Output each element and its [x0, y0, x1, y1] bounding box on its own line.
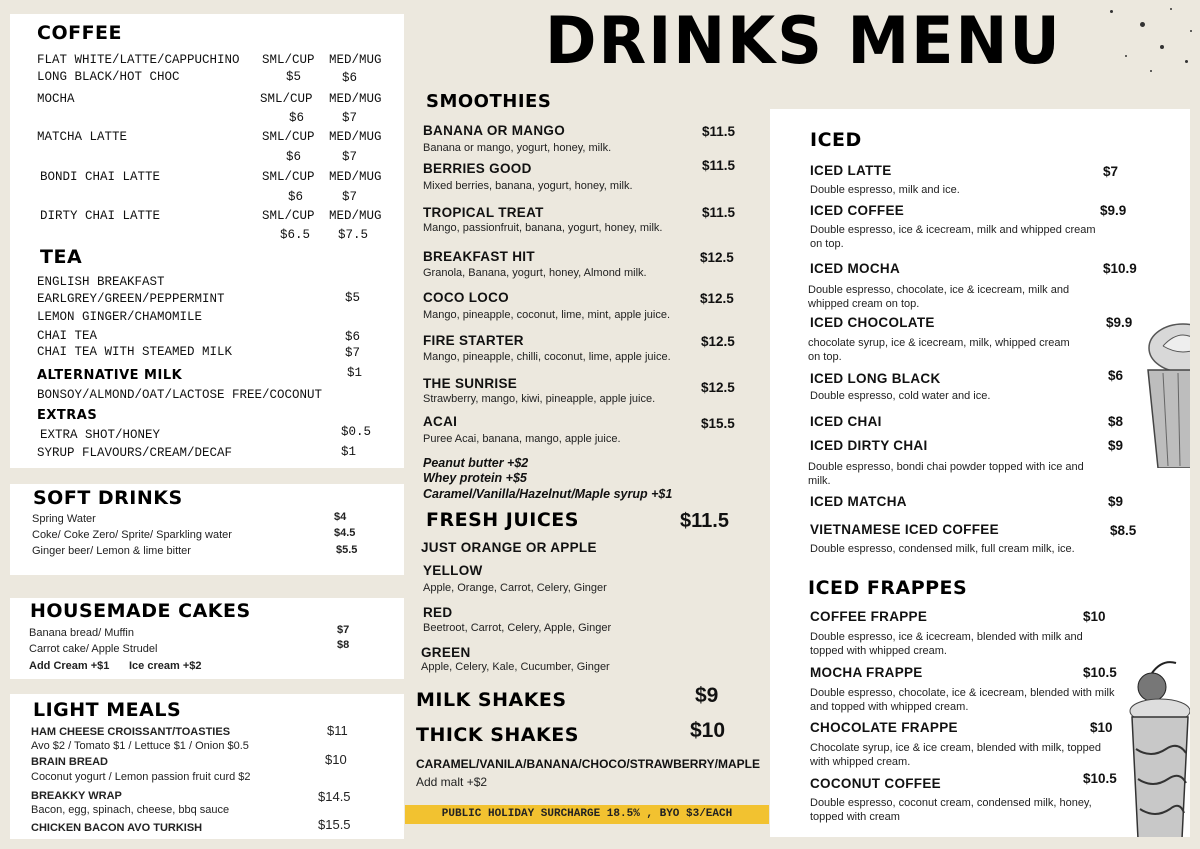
iced-name: ICED CHOCOLATE	[810, 315, 935, 330]
extras-line: SYRUP FLAVOURS/CREAM/DECAF	[37, 446, 233, 460]
tea-line: CHAI TEA WITH STEAMED MILK	[37, 345, 233, 359]
iced-price: $7	[1103, 164, 1119, 179]
frappes-heading: ICED FRAPPES	[808, 577, 968, 599]
meal-name: BREAKKY WRAP	[31, 790, 122, 802]
frappe-name: CHOCOLATE FRAPPE	[810, 720, 958, 735]
juice-name: GREEN	[421, 645, 471, 660]
cupcake-illustration	[1138, 318, 1190, 468]
smoothie-addon: Peanut butter +$2	[423, 456, 529, 470]
cake-price: $8	[337, 639, 350, 651]
smoothie-price: $12.5	[701, 334, 735, 349]
shake-malt: Add malt +$2	[416, 775, 488, 789]
meal-name: BRAIN BREAD	[31, 756, 108, 768]
smoothie-price: $11.5	[702, 205, 736, 220]
sml-price: $6	[286, 150, 302, 164]
frappe-name: COFFEE FRAPPE	[810, 609, 928, 624]
med-header: MED/MUG	[329, 170, 382, 184]
iced-name: ICED DIRTY CHAI	[810, 438, 928, 453]
sml-header: SML/CUP	[262, 209, 315, 223]
smoothie-desc: Mango, pineapple, chilli, coconut, lime, apple juice.	[423, 351, 671, 363]
soft-drink-name: Ginger beer/ Lemon & lime bitter	[32, 545, 191, 557]
sml-header: SML/CUP	[260, 92, 313, 106]
iced-desc: Double espresso, milk and ice.	[810, 184, 960, 196]
juice-desc: Beetroot, Carrot, Celery, Apple, Ginger	[423, 622, 612, 634]
light-meals-panel	[10, 694, 404, 839]
juices-subtitle: JUST ORANGE OR APPLE	[421, 540, 597, 555]
thick-shakes-price: $10	[690, 719, 726, 742]
iced-price: $9.9	[1106, 315, 1133, 330]
cakes-heading: HOUSEMADE CAKES	[30, 600, 251, 622]
frappe-price: $10.5	[1083, 771, 1117, 786]
iced-price: $9	[1108, 494, 1124, 509]
extras-heading: EXTRAS	[37, 408, 98, 423]
soft-drinks-panel	[10, 484, 404, 575]
smoothie-price: $11.5	[702, 124, 736, 139]
iced-name: ICED MATCHA	[810, 494, 907, 509]
smoothie-price: $12.5	[701, 380, 735, 395]
frappe-desc: Chocolate syrup, ice & ice cream, blended with milk, topped with whipped cream.	[810, 742, 1102, 768]
juices-price: $11.5	[680, 510, 729, 532]
soft-drink-price: $5.5	[336, 544, 358, 556]
alt-milk-price: $1	[347, 366, 363, 380]
juice-name: RED	[423, 605, 453, 620]
smoothie-name: ACAI	[423, 414, 458, 429]
surcharge-bar	[405, 805, 769, 824]
med-price: $7	[342, 150, 358, 164]
frappe-name: MOCHA FRAPPE	[810, 665, 923, 680]
juices-heading: FRESH JUICES	[426, 509, 579, 531]
shake-flavours: CARAMEL/VANILA/BANANA/CHOCO/STRAWBERRY/MAPLE	[416, 757, 760, 771]
smoothie-addon: Caramel/Vanilla/Hazelnut/Maple syrup +$1	[423, 487, 673, 501]
milk-shakes-price: $9	[695, 684, 719, 707]
iced-price: $6	[1108, 368, 1124, 383]
iced-desc: Double espresso, condensed milk, full cream milk, ice.	[810, 543, 1075, 555]
frappe-desc: Double espresso, chocolate, ice & icecream, blended with milk and topped with whipped cream.	[810, 687, 1115, 713]
coffee-tea-panel	[10, 14, 404, 468]
iced-panel	[770, 109, 1190, 837]
milk-shakes-heading: MILK SHAKES	[416, 689, 567, 711]
frappe-desc: Double espresso, ice & icecream, blended with milk and topped with whipped cream.	[810, 631, 1083, 657]
cake-name: Banana bread/ Muffin	[29, 627, 134, 639]
cake-price: $7	[337, 624, 350, 636]
smoothie-name: BANANA OR MANGO	[423, 123, 565, 138]
juice-desc: Apple, Celery, Kale, Cucumber, Ginger	[421, 661, 610, 673]
juice-name: YELLOW	[423, 563, 483, 578]
sml-header: SML/CUP	[262, 170, 315, 184]
smoothie-desc: Mango, passionfruit, banana, yogurt, honey, milk.	[423, 222, 663, 234]
sml-header: SML/CUP	[262, 53, 315, 67]
cake-addon: Ice cream +$2	[129, 660, 202, 672]
soft-drink-name: Spring Water	[32, 513, 96, 525]
soft-drink-price: $4	[334, 511, 347, 523]
med-header: MED/MUG	[329, 130, 382, 144]
smoothie-name: BERRIES GOOD	[423, 161, 532, 176]
iced-name: ICED CHAI	[810, 414, 882, 429]
frappe-desc: Double espresso, coconut cream, condensed milk, honey, topped with cream	[810, 797, 1092, 823]
smoothie-desc: Strawberry, mango, kiwi, pineapple, apple juice.	[423, 393, 656, 405]
extras-price: $0.5	[341, 425, 372, 439]
smoothie-price: $12.5	[700, 291, 734, 306]
alt-milk-heading: ALTERNATIVE MILK	[37, 368, 183, 383]
iced-name: ICED LONG BLACK	[810, 371, 941, 386]
iced-desc: Double espresso, cold water and ice.	[810, 390, 991, 402]
iced-desc: Double espresso, bondi chai powder topped with ice and milk.	[808, 461, 1084, 487]
coffee-item-name: DIRTY CHAI LATTE	[40, 209, 161, 223]
coffee-item-name: MOCHA	[37, 92, 75, 106]
smoothie-name: FIRE STARTER	[423, 333, 524, 348]
tea-heading: TEA	[40, 246, 83, 268]
sml-price: $6	[289, 111, 305, 125]
alt-milk-options: BONSOY/ALMOND/OAT/LACTOSE FREE/COCONUT	[37, 388, 323, 402]
meal-price: $14.5	[318, 789, 351, 804]
med-header: MED/MUG	[329, 92, 382, 106]
soft-drinks-heading: SOFT DRINKS	[33, 487, 183, 509]
smoothie-desc: Mixed berries, banana, yogurt, honey, milk.	[423, 180, 633, 192]
juice-desc: Apple, Orange, Carrot, Celery, Ginger	[423, 582, 607, 594]
frappe-price: $10	[1083, 609, 1106, 624]
frappe-price: $10	[1090, 720, 1113, 735]
soft-drink-price: $4.5	[334, 527, 356, 539]
tea-price: $7	[345, 346, 361, 360]
smoothie-desc: Puree Acai, banana, mango, apple juice.	[423, 433, 621, 445]
iced-desc: Double espresso, chocolate, ice & icecream, milk and whipped cream on top.	[808, 284, 1070, 310]
surcharge-text: PUBLIC HOLIDAY SURCHARGE 18.5% , BYO $3/EACH	[441, 808, 733, 820]
cake-name: Carrot cake/ Apple Strudel	[29, 643, 158, 655]
smoothie-price: $12.5	[700, 250, 734, 265]
meal-price: $10	[325, 752, 347, 767]
med-header: MED/MUG	[329, 53, 382, 67]
smoothies-heading: SMOOTHIES	[426, 91, 552, 112]
tea-line: CHAI TEA	[37, 329, 98, 343]
sml-price: $5	[286, 70, 302, 84]
smoothie-desc: Granola, Banana, yogurt, honey, Almond milk.	[423, 267, 647, 279]
iced-name: ICED COFFEE	[810, 203, 905, 218]
smoothie-price: $15.5	[701, 416, 735, 431]
smoothie-desc: Mango, pineapple, coconut, lime, mint, apple juice.	[423, 309, 671, 321]
iced-desc: Double espresso, ice & icecream, milk and whipped cream on top.	[810, 224, 1096, 250]
smoothie-name: COCO LOCO	[423, 290, 509, 305]
iced-name: VIETNAMESE ICED COFFEE	[810, 522, 999, 537]
iced-heading: ICED	[810, 129, 862, 151]
iced-price: $8.5	[1110, 523, 1137, 538]
meal-price: $11	[327, 723, 348, 738]
iced-price: $9.9	[1100, 203, 1127, 218]
page-title: DRINKS MENU	[545, 2, 1062, 79]
tea-price: $6	[345, 330, 361, 344]
meal-price: $15.5	[318, 817, 351, 832]
cake-addon: Add Cream +$1	[29, 660, 110, 672]
tea-line: LEMON GINGER/CHAMOMILE	[37, 310, 203, 324]
med-price: $7	[342, 190, 358, 204]
iced-desc: chocolate syrup, ice & icecream, milk, whipped cream on top.	[808, 337, 1070, 363]
iced-price: $8	[1108, 414, 1124, 429]
tea-line: ENGLISH BREAKFAST	[37, 275, 165, 289]
sml-price: $6	[288, 190, 304, 204]
med-price: $7.5	[338, 228, 369, 242]
frappe-name: COCONUT COFFEE	[810, 776, 941, 791]
meal-name: CHICKEN BACON AVO TURKISH	[31, 822, 203, 834]
tea-line: EARLGREY/GREEN/PEPPERMINT	[37, 292, 225, 306]
smoothie-desc: Banana or mango, yogurt, honey, milk.	[423, 142, 612, 154]
iced-price: $9	[1108, 438, 1124, 453]
iced-name: ICED LATTE	[810, 163, 892, 178]
extras-line: EXTRA SHOT/HONEY	[40, 428, 161, 442]
coffee-heading: COFFEE	[37, 22, 123, 44]
soft-drink-name: Coke/ Coke Zero/ Sprite/ Sparkling water	[32, 529, 232, 541]
iced-name: ICED MOCHA	[810, 261, 900, 276]
med-price: $6	[342, 71, 358, 85]
meal-desc: Avo $2 / Tomato $1 / Lettuce $1 / Onion $0.5	[31, 740, 249, 752]
tea-price: $5	[345, 291, 361, 305]
coffee-item-name: MATCHA LATTE	[37, 130, 128, 144]
light-meals-heading: LIGHT MEALS	[33, 699, 182, 721]
iced-price: $10.9	[1103, 261, 1137, 276]
ink-splatter-decoration	[1100, 0, 1200, 90]
sml-header: SML/CUP	[262, 130, 315, 144]
smoothie-name: THE SUNRISE	[423, 376, 518, 391]
meal-desc: Coconut yogurt / Lemon passion fruit curd $2	[31, 771, 251, 783]
med-header: MED/MUG	[329, 209, 382, 223]
meal-desc: Bacon, egg, spinach, cheese, bbq sauce	[31, 804, 230, 816]
med-price: $7	[342, 111, 358, 125]
smoothie-addon: Whey protein +$5	[423, 471, 527, 485]
cakes-panel	[10, 598, 404, 679]
coffee-item-name: FLAT WHITE/LATTE/CAPPUCHINO	[37, 53, 240, 67]
coffee-item-sub: LONG BLACK/HOT CHOC	[37, 70, 180, 84]
extras-price: $1	[341, 445, 357, 459]
frappe-price: $10.5	[1083, 665, 1117, 680]
milkshake-illustration	[1122, 659, 1190, 837]
smoothie-price: $11.5	[702, 158, 736, 173]
thick-shakes-heading: THICK SHAKES	[416, 724, 579, 746]
coffee-item-name: BONDI CHAI LATTE	[40, 170, 161, 184]
smoothie-name: TROPICAL TREAT	[423, 205, 544, 220]
sml-price: $6.5	[280, 228, 311, 242]
meal-name: HAM CHEESE CROISSANT/TOASTIES	[31, 726, 231, 738]
smoothie-name: BREAKFAST HIT	[423, 249, 535, 264]
